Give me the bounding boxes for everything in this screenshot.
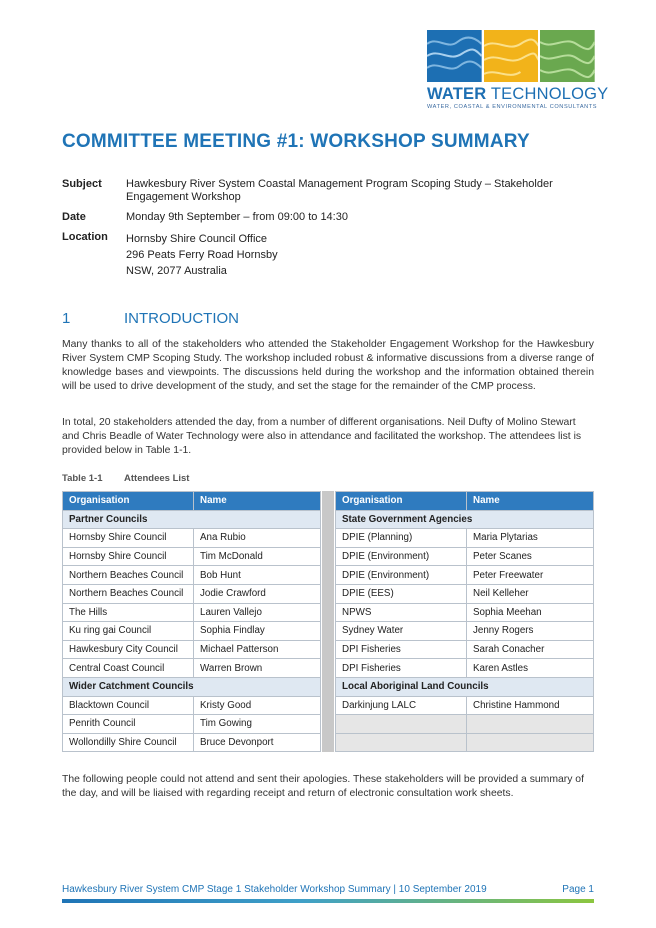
empty-cell xyxy=(467,733,594,752)
section-heading xyxy=(62,310,239,327)
table-row xyxy=(63,566,321,585)
table-row xyxy=(336,566,594,585)
organisation-cell: Hornsby Shire Council xyxy=(63,529,194,548)
name-cell: Bob Hunt xyxy=(194,566,321,585)
table-row xyxy=(336,603,594,622)
column-header-organisation: Organisation xyxy=(336,492,467,511)
logo-tile-green xyxy=(540,30,595,82)
organisation-cell: Northern Beaches Council xyxy=(63,566,194,585)
table-group-row xyxy=(63,510,321,529)
location-line: NSW, 2077 Australia xyxy=(126,265,227,277)
organisation-cell: Darkinjung LALC xyxy=(336,696,467,715)
table-row xyxy=(63,547,321,566)
organisation-cell: DPIE (EES) xyxy=(336,584,467,603)
logo-word-bold: WATER xyxy=(427,85,487,103)
organisation-cell: DPI Fisheries xyxy=(336,659,467,678)
name-cell: Jenny Rogers xyxy=(467,622,594,641)
empty-cell xyxy=(467,715,594,734)
apologies-paragraph: The following people could not attend and sent their apologies. These stakeholders will be provided a summary of the day, and will be liaised with regarding receipt and return of electronic consultation work sheets. xyxy=(62,774,584,799)
name-cell: Lauren Vallejo xyxy=(194,603,321,622)
table-row xyxy=(63,622,321,641)
table-row xyxy=(63,733,321,752)
location-row xyxy=(62,231,596,279)
table-row xyxy=(336,584,594,603)
page-title: COMMITTEE MEETING #1: WORKSHOP SUMMARY xyxy=(62,131,530,152)
organisation-cell: DPIE (Environment) xyxy=(336,547,467,566)
location-line: 296 Peats Ferry Road Hornsby xyxy=(126,249,278,261)
table-group-row xyxy=(63,677,321,696)
group-label: Local Aboriginal Land Councils xyxy=(336,677,594,696)
organisation-cell: DPIE (Planning) xyxy=(336,529,467,548)
table-row xyxy=(63,715,321,734)
name-cell: Peter Freewater xyxy=(467,566,594,585)
attendees-table-right xyxy=(335,491,594,752)
organisation-cell: Hawkesbury City Council xyxy=(63,640,194,659)
logo-tiles xyxy=(427,30,595,82)
organisation-cell: Hornsby Shire Council xyxy=(63,547,194,566)
organisation-cell: Blacktown Council xyxy=(63,696,194,715)
page-number: Page 1 xyxy=(562,884,594,895)
logo-tile-yellow xyxy=(484,30,539,82)
attendance-paragraph: In total, 20 stakeholders attended the day, from a number of different organisations. Neil Dufty of Molino Stewart and Chris Beadle of Water Technology were also in attendance and facilitated the workshop. The attendees list is provided below in Table 1-1. xyxy=(62,417,582,456)
name-cell: Karen Astles xyxy=(467,659,594,678)
table-caption-number: Table 1-1 xyxy=(62,473,103,484)
subject-row xyxy=(62,178,596,204)
organisation-cell: Ku ring gai Council xyxy=(63,622,194,641)
date-value: Monday 9th September – from 09:00 to 14:30 xyxy=(126,211,348,223)
subject-value: Hawkesbury River System Coastal Management Program Scoping Study – Stakeholder Engagement Workshop xyxy=(126,178,553,203)
name-cell: Bruce Devonport xyxy=(194,733,321,752)
organisation-cell: DPI Fisheries xyxy=(336,640,467,659)
table-row xyxy=(63,529,321,548)
table-header-row xyxy=(63,492,321,511)
organisation-cell: Penrith Council xyxy=(63,715,194,734)
table-row xyxy=(336,696,594,715)
table-row xyxy=(336,529,594,548)
logo-tagline: WATER, COASTAL & ENVIRONMENTAL CONSULTANTS xyxy=(427,104,598,110)
name-cell: Sophia Meehan xyxy=(467,603,594,622)
organisation-cell: NPWS xyxy=(336,603,467,622)
logo-wordmark xyxy=(427,85,609,103)
name-cell: Tim McDonald xyxy=(194,547,321,566)
name-cell: Michael Patterson xyxy=(194,640,321,659)
name-cell: Warren Brown xyxy=(194,659,321,678)
name-cell: Kristy Good xyxy=(194,696,321,715)
organisation-cell: Sydney Water xyxy=(336,622,467,641)
location-label: Location xyxy=(62,231,108,243)
name-cell: Tim Gowing xyxy=(194,715,321,734)
table-row xyxy=(63,696,321,715)
table-row xyxy=(336,622,594,641)
logo-tile-blue xyxy=(427,30,482,82)
table-row xyxy=(336,640,594,659)
name-cell: Christine Hammond xyxy=(467,696,594,715)
group-label: State Government Agencies xyxy=(336,510,594,529)
group-label: Wider Catchment Councils xyxy=(63,677,321,696)
table-row xyxy=(63,659,321,678)
attendees-table-left xyxy=(62,491,321,752)
logo-word-light: TECHNOLOGY xyxy=(490,85,609,103)
table-row xyxy=(63,584,321,603)
table-divider xyxy=(322,491,334,752)
name-cell: Maria Plytarias xyxy=(467,529,594,548)
table-row xyxy=(63,603,321,622)
table-row xyxy=(336,659,594,678)
name-cell: Neil Kelleher xyxy=(467,584,594,603)
page-footer xyxy=(62,884,594,895)
company-logo xyxy=(427,30,609,110)
location-value xyxy=(126,231,596,279)
table-group-row xyxy=(336,510,594,529)
column-header-name: Name xyxy=(194,492,321,511)
location-line: Hornsby Shire Council Office xyxy=(126,233,268,245)
table-caption xyxy=(62,473,189,484)
date-label: Date xyxy=(62,211,86,223)
footer-document-title: Hawkesbury River System CMP Stage 1 Stakeholder Workshop Summary | 10 September 2019 xyxy=(62,884,487,895)
table-row xyxy=(336,715,594,734)
name-cell: Peter Scanes xyxy=(467,547,594,566)
subject-label: Subject xyxy=(62,178,102,190)
empty-cell xyxy=(336,733,467,752)
organisation-cell: Wollondilly Shire Council xyxy=(63,733,194,752)
name-cell: Ana Rubio xyxy=(194,529,321,548)
table-header-row xyxy=(336,492,594,511)
name-cell: Sophia Findlay xyxy=(194,622,321,641)
date-row xyxy=(62,211,596,224)
organisation-cell: Central Coast Council xyxy=(63,659,194,678)
column-header-name: Name xyxy=(467,492,594,511)
table-row xyxy=(336,733,594,752)
organisation-cell: The Hills xyxy=(63,603,194,622)
organisation-cell: Northern Beaches Council xyxy=(63,584,194,603)
name-cell: Sarah Conacher xyxy=(467,640,594,659)
table-row xyxy=(63,640,321,659)
empty-cell xyxy=(336,715,467,734)
footer-rule xyxy=(62,899,594,903)
group-label: Partner Councils xyxy=(63,510,321,529)
section-title: INTRODUCTION xyxy=(124,310,239,327)
name-cell: Jodie Crawford xyxy=(194,584,321,603)
intro-paragraph: Many thanks to all of the stakeholders who attended the Stakeholder Engagement Workshop for the Hawkesbury River System CMP Scoping Study. The workshop included robust & informative discussions from a diverse range of knowledge bases and viewpoints. The discussions held during the workshop and the information obtained therein will be used to drive development of the study, and set the stage for the remainder of the CMP process. xyxy=(62,339,594,392)
section-number: 1 xyxy=(62,310,71,327)
table-group-row xyxy=(336,677,594,696)
table-caption-title: Attendees List xyxy=(124,473,190,484)
organisation-cell: DPIE (Environment) xyxy=(336,566,467,585)
table-row xyxy=(336,547,594,566)
meeting-details xyxy=(62,178,596,286)
column-header-organisation: Organisation xyxy=(63,492,194,511)
